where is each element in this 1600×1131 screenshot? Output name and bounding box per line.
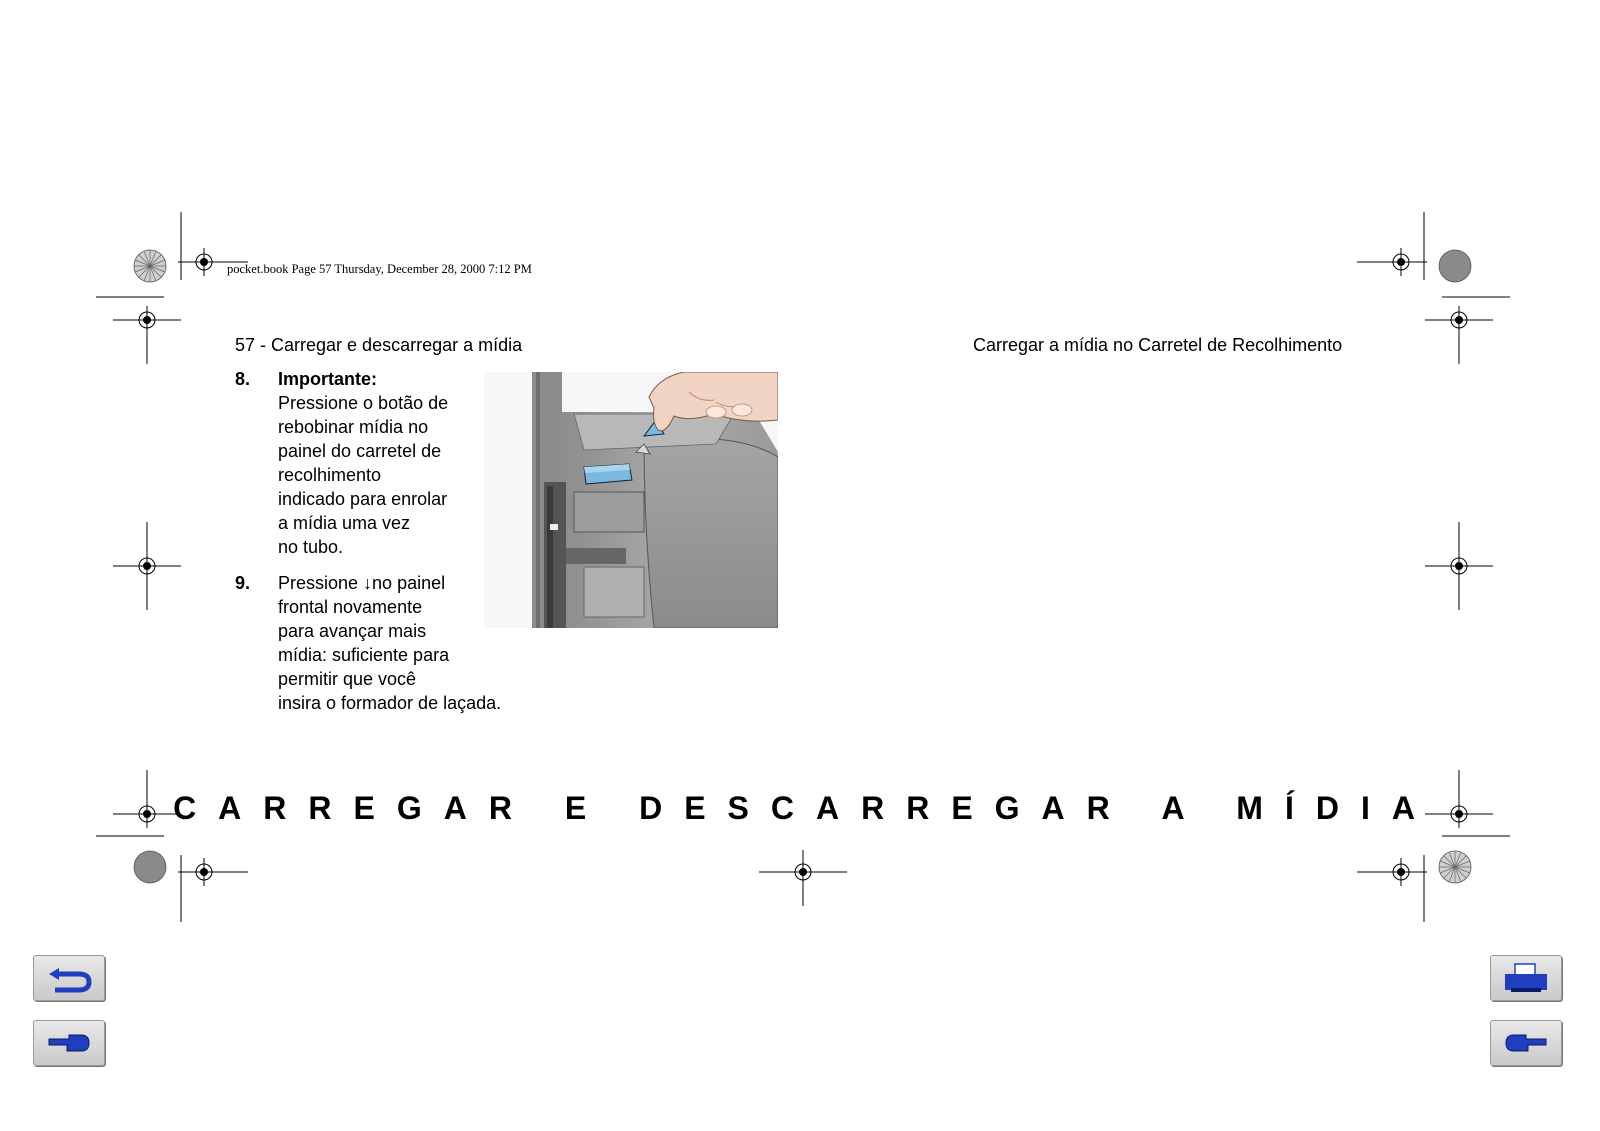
step-title: Importante: (278, 369, 377, 389)
step-line: a mídia uma vez (278, 513, 411, 533)
step-line: mídia: suficiente para (278, 645, 450, 665)
print-button[interactable] (1490, 955, 1562, 1001)
page-header-left: 57 - Carregar e descarregar a mídia (235, 335, 523, 355)
hand-pointing-right-icon (1502, 1029, 1550, 1057)
print-slug: pocket.book Page 57 Thursday, December 28, 2000 7:12 PM (227, 262, 532, 276)
step-body (278, 571, 501, 715)
next-page-button[interactable] (1490, 1020, 1562, 1066)
step-line: Pressione o botão de (278, 393, 449, 413)
chapter-title: CARREGAR E DESCARREGAR A MÍDIA (173, 790, 1437, 826)
back-button[interactable] (33, 955, 105, 1001)
step-line: no tubo. (278, 537, 344, 557)
page-header-right: Carregar a mídia no Carretel de Recolhimento (973, 335, 1343, 355)
step-number: 8. (235, 369, 251, 389)
printer-icon (1501, 962, 1551, 994)
take-up-reel-illustration (484, 372, 778, 628)
return-arrow-icon (45, 962, 93, 994)
step-line: permitir que você (278, 669, 417, 689)
step-number: 9. (235, 573, 251, 593)
step-line: insira o formador de laçada. (278, 693, 502, 713)
step-line: indicado para enrolar (278, 489, 448, 509)
step-line: para avançar mais (278, 621, 427, 641)
step-8 (235, 367, 485, 557)
step-line: painel do carretel de (278, 441, 442, 461)
step-line: recolhimento (278, 465, 382, 485)
step-line: rebobinar mídia no (278, 417, 429, 437)
previous-page-button[interactable] (33, 1020, 105, 1066)
step-line: Pressione ↓no painel (278, 573, 446, 593)
step-line: frontal novamente (278, 597, 423, 617)
step-body (278, 367, 448, 559)
hand-pointing-left-icon (45, 1029, 93, 1057)
